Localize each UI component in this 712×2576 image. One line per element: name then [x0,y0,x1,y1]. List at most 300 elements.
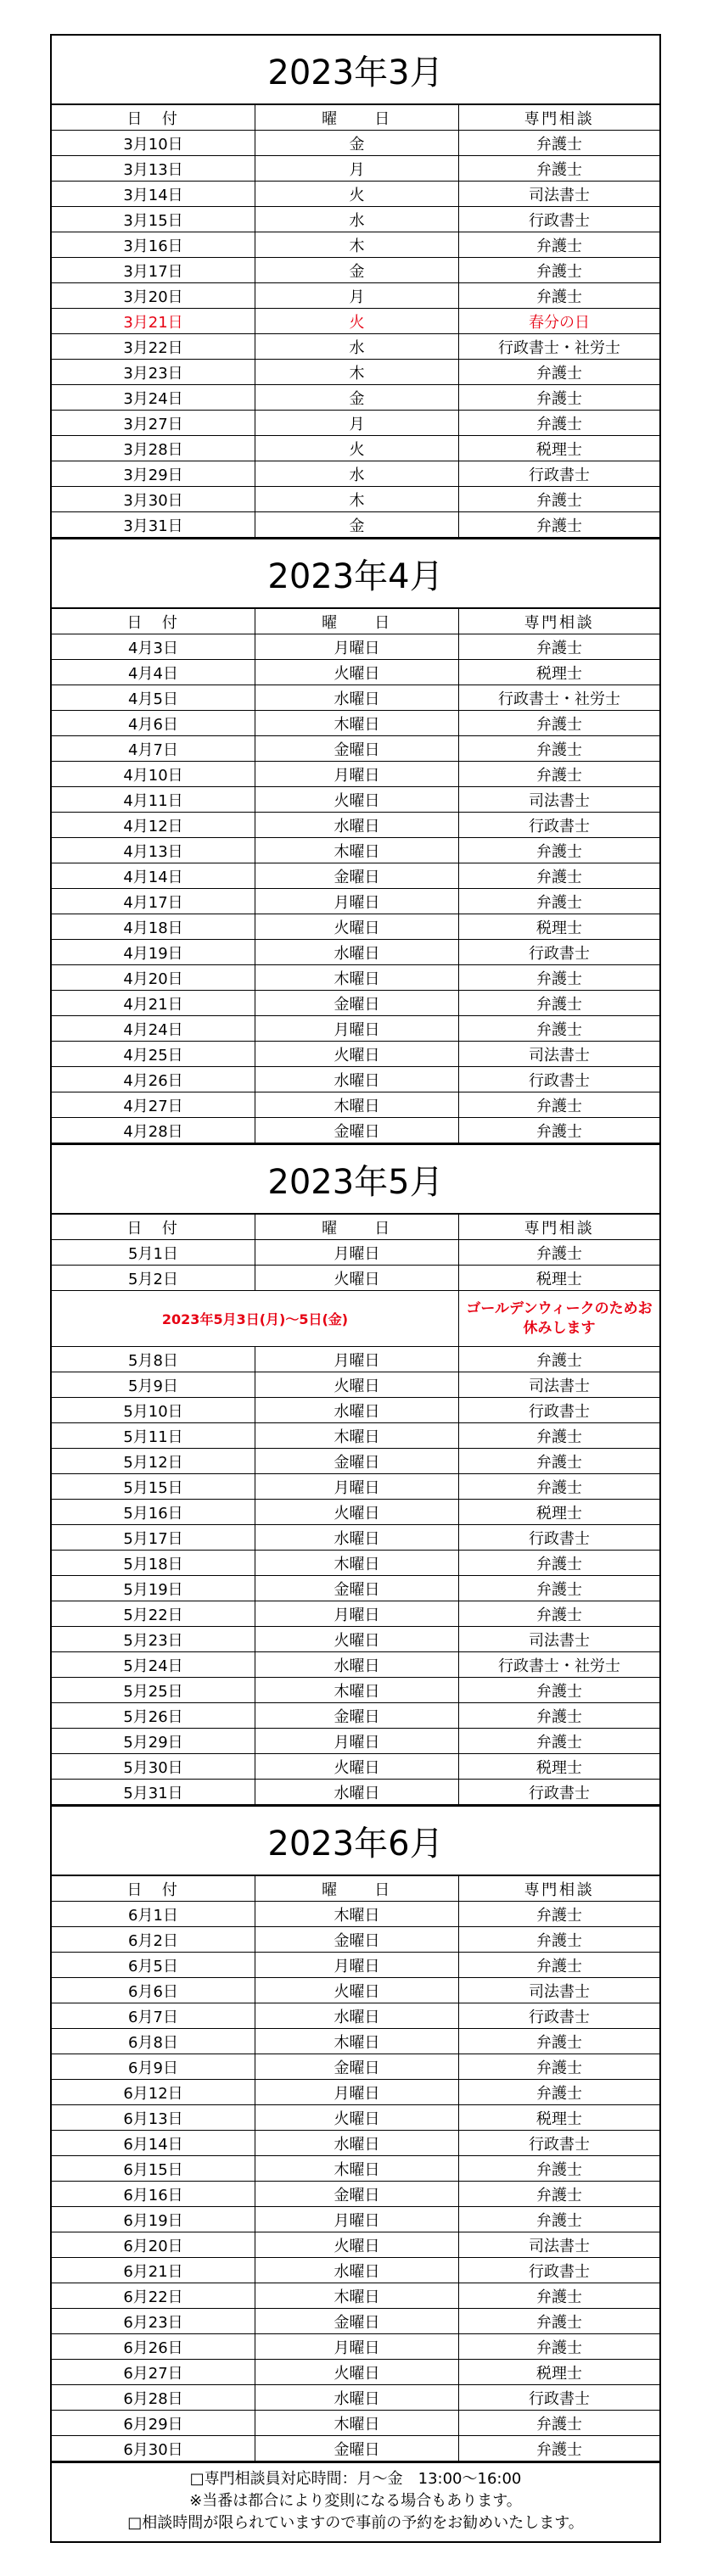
table-row [52,2182,659,2207]
table-row [52,1474,659,1500]
table-row [52,660,659,685]
table-row [52,1240,659,1266]
closure-period: 2023年5月3日(月)～5日(金) [52,1291,459,1346]
table-row [52,156,659,182]
weekday-cell: 月曜日 [255,1729,459,1753]
closure-reason: ゴールデンウィークのためお休みします [466,1300,653,1337]
table-row [52,2283,659,2309]
weekday-cell: 水曜日 [255,685,459,710]
service-cell: 弁護士 [536,893,582,912]
date-cell: 5月30日 [52,1754,255,1779]
service-cell: 弁護士 [536,415,582,433]
weekday-cell: 木曜日 [255,2029,459,2054]
table-row [52,1729,659,1754]
date-cell: 4月20日 [52,965,255,990]
header-service: 専門相談 [524,1880,595,1899]
service-cell: 弁護士 [536,1478,582,1497]
table-row [52,1067,659,1092]
date-cell: 4月11日 [52,787,255,812]
weekday-cell: 月曜日 [255,889,459,914]
date-cell: 5月29日 [52,1729,255,1753]
weekday-cell: 火曜日 [255,1978,459,2003]
weekday-cell: 火曜日 [255,1042,459,1066]
weekday-cell: 水曜日 [255,2258,459,2283]
table-row [52,914,659,940]
table-header-row [52,609,659,634]
service-cell: 税理士 [536,1270,582,1288]
weekday-cell: 木 [255,232,459,257]
service-cell: 弁護士 [536,969,582,988]
date-cell: 4月18日 [52,914,255,939]
service-cell: 税理士 [536,664,582,683]
service-cell: 弁護士 [536,262,582,281]
table-row [52,1347,659,1372]
footer-notes [52,2461,659,2541]
date-cell: 4月21日 [52,991,255,1015]
table-row [52,131,659,156]
weekday-cell: 金曜日 [255,2054,459,2079]
header-date: 日 付 [52,105,255,130]
date-cell: 5月19日 [52,1576,255,1601]
table-row [52,1266,659,1291]
service-cell: 弁護士 [536,288,582,306]
date-cell: 6月6日 [52,1978,255,2003]
date-cell: 4月5日 [52,685,255,710]
month-title: 2023年6月 [52,1805,659,1876]
date-cell: 6月20日 [52,2232,255,2257]
table-row [52,309,659,334]
table-row [52,889,659,914]
table-row [52,2360,659,2385]
table-row [52,1500,659,1525]
month-title: 2023年3月 [52,34,659,105]
service-cell: 弁護士 [536,639,582,657]
footer-note-line3: □相談時間が限られていますので事前の予約をお勧めいたします。 [127,2514,584,2532]
service-cell: 行政書士 [529,211,590,230]
date-cell: 3月31日 [52,512,255,537]
date-cell: 4月4日 [52,660,255,685]
service-cell: 税理士 [536,440,582,459]
service-cell: 行政書士 [529,944,590,963]
date-cell: 3月24日 [52,385,255,410]
date-cell: 6月12日 [52,2080,255,2104]
weekday-cell: 木曜日 [255,838,459,863]
header-weekday: 曜 日 [255,105,459,130]
weekday-cell: 月曜日 [255,2207,459,2232]
table-row [52,2411,659,2436]
table-row [52,1372,659,1398]
date-cell: 4月6日 [52,711,255,735]
service-cell: 弁護士 [536,2211,582,2230]
service-cell: 弁護士 [536,740,582,759]
date-cell: 6月13日 [52,2105,255,2130]
table-row [52,1398,659,1423]
weekday-cell: 木曜日 [255,1551,459,1575]
weekday-cell: 月曜日 [255,1016,459,1041]
service-cell: 行政書士 [529,2262,590,2281]
table-row [52,863,659,889]
table-row [52,2258,659,2283]
date-cell: 3月29日 [52,461,255,486]
service-cell: 司法書士 [529,2237,590,2255]
weekday-cell: 火曜日 [255,1266,459,1290]
service-cell: 弁護士 [536,237,582,255]
weekday-cell: 火 [255,436,459,461]
footer-note-line1: □専門相談員対応時間：月～金 13:00～16:00 [189,2470,522,2488]
service-cell: 弁護士 [536,2084,582,2103]
header-date: 日 付 [52,609,255,634]
date-cell: 5月17日 [52,1525,255,1550]
table-row [52,436,659,461]
weekday-cell: 金曜日 [255,863,459,888]
service-cell: 税理士 [536,919,582,937]
weekday-cell: 火曜日 [255,1754,459,1779]
table-row [52,813,659,838]
table-row [52,787,659,813]
table-row [52,2309,659,2334]
service-cell: 行政書士・社労士 [498,338,620,357]
service-cell: 司法書士 [529,186,590,204]
date-cell: 6月5日 [52,1953,255,1977]
weekday-cell: 水曜日 [255,940,459,964]
service-cell: 弁護士 [536,2440,582,2459]
service-cell: 司法書士 [529,1631,590,1650]
table-header-row [52,105,659,131]
table-row [52,2029,659,2054]
table-row [52,2436,659,2461]
date-cell: 6月19日 [52,2207,255,2232]
date-cell: 5月23日 [52,1627,255,1651]
weekday-cell: 月曜日 [255,1474,459,1499]
table-row [52,1092,659,1118]
weekday-cell: 火 [255,182,459,206]
service-cell: 弁護士 [536,1580,582,1599]
date-cell: 5月26日 [52,1703,255,1728]
weekday-cell: 木曜日 [255,2156,459,2181]
weekday-cell: 月曜日 [255,2334,459,2359]
service-cell: 弁護士 [536,1351,582,1370]
date-cell: 5月15日 [52,1474,255,1499]
service-cell: 司法書士 [529,791,590,810]
month-title: 2023年5月 [52,1143,659,1215]
date-cell: 5月2日 [52,1266,255,1290]
header-date: 日 付 [52,1215,255,1239]
service-cell: 弁護士 [536,1931,582,1950]
service-cell: 税理士 [536,2364,582,2383]
weekday-cell: 金 [255,131,459,155]
table-row [52,1927,659,1953]
service-cell: 弁護士 [536,1020,582,1039]
weekday-cell: 木 [255,487,459,511]
date-cell: 4月19日 [52,940,255,964]
service-cell: 行政書士 [529,2008,590,2026]
date-cell: 6月16日 [52,2182,255,2206]
table-row [52,461,659,487]
table-row [52,2080,659,2105]
date-cell: 6月26日 [52,2334,255,2359]
service-cell: 行政書士 [529,817,590,835]
date-cell: 5月24日 [52,1652,255,1677]
date-cell: 3月17日 [52,258,255,282]
date-cell: 6月9日 [52,2054,255,2079]
weekday-cell: 火曜日 [255,2105,459,2130]
weekday-cell: 木曜日 [255,2283,459,2308]
header-date: 日 付 [52,1876,255,1901]
service-cell: 税理士 [536,2109,582,2128]
service-cell: 行政書士 [529,466,590,484]
month-title: 2023年4月 [52,538,659,609]
header-weekday: 曜 日 [255,609,459,634]
table-header-row [52,1876,659,1902]
service-cell: 弁護士 [536,1122,582,1141]
weekday-cell: 水曜日 [255,2131,459,2155]
weekday-cell: 水曜日 [255,1525,459,1550]
date-cell: 5月1日 [52,1240,255,1265]
date-cell: 6月22日 [52,2283,255,2308]
service-cell: 行政書士・社労士 [498,1657,620,1675]
date-cell: 5月8日 [52,1347,255,1372]
table-row [52,2156,659,2182]
weekday-cell: 木曜日 [255,1092,459,1117]
table-row [52,1780,659,1805]
weekday-cell: 木曜日 [255,1423,459,1448]
date-cell: 3月28日 [52,436,255,461]
weekday-cell: 月曜日 [255,1601,459,1626]
weekday-cell: 金曜日 [255,736,459,761]
service-cell: 行政書士 [529,1402,590,1421]
weekday-cell: 金曜日 [255,1703,459,1728]
service-cell: 春分の日 [529,313,590,332]
table-row [52,232,659,258]
service-cell: 弁護士 [536,1682,582,1701]
weekday-cell: 金曜日 [255,1449,459,1473]
weekday-cell: 水 [255,461,459,486]
header-service: 専門相談 [524,1219,595,1238]
table-row [52,2054,659,2080]
table-row [52,1449,659,1474]
table-header-row [52,1215,659,1240]
table-row [52,940,659,965]
weekday-cell: 水曜日 [255,813,459,837]
table-row [52,487,659,512]
service-cell: 行政書士 [529,1529,590,1548]
date-cell: 3月23日 [52,360,255,384]
service-cell: 弁護士 [536,2033,582,2052]
table-row [52,1118,659,1143]
date-cell: 3月22日 [52,334,255,359]
date-cell: 5月12日 [52,1449,255,1473]
service-cell: 弁護士 [536,1428,582,1446]
table-row [52,965,659,991]
table-row [52,1042,659,1067]
weekday-cell: 木曜日 [255,1678,459,1702]
date-cell: 4月28日 [52,1118,255,1143]
date-cell: 6月8日 [52,2029,255,2054]
weekday-cell: 月曜日 [255,1953,459,1977]
table-row [52,1627,659,1652]
date-cell: 6月29日 [52,2411,255,2435]
date-cell: 4月3日 [52,634,255,659]
weekday-cell: 水曜日 [255,2385,459,2410]
service-cell: 弁護士 [536,517,582,535]
weekday-cell: 木曜日 [255,1902,459,1926]
header-service: 専門相談 [524,109,595,128]
date-cell: 4月24日 [52,1016,255,1041]
service-cell: 弁護士 [536,2313,582,2332]
date-cell: 5月9日 [52,1372,255,1397]
footer-note-line2: ※当番は都合により変則になる場合もあります。 [189,2492,522,2510]
weekday-cell: 火曜日 [255,1500,459,1524]
weekday-cell: 金 [255,512,459,537]
service-cell: 弁護士 [536,842,582,861]
service-cell: 税理士 [536,1758,582,1777]
service-cell: 弁護士 [536,715,582,734]
date-cell: 5月10日 [52,1398,255,1422]
weekday-cell: 月 [255,283,459,308]
service-cell: 弁護士 [536,160,582,179]
date-cell: 5月11日 [52,1423,255,1448]
weekday-cell: 木 [255,360,459,384]
date-cell: 3月14日 [52,182,255,206]
weekday-cell: 火曜日 [255,787,459,812]
service-cell: 弁護士 [536,1957,582,1975]
weekday-cell: 水曜日 [255,1398,459,1422]
table-row [52,258,659,283]
service-cell: 弁護士 [536,2186,582,2204]
date-cell: 3月16日 [52,232,255,257]
date-cell: 6月15日 [52,2156,255,2181]
service-cell: 司法書士 [529,1982,590,2001]
service-cell: 弁護士 [536,1244,582,1263]
weekday-cell: 水曜日 [255,1067,459,1092]
service-cell: 弁護士 [536,1555,582,1573]
service-cell: 行政書士 [529,2389,590,2408]
date-cell: 3月21日 [52,309,255,333]
weekday-cell: 水 [255,207,459,232]
table-row [52,711,659,736]
service-cell: 行政書士 [529,2135,590,2154]
weekday-cell: 木曜日 [255,711,459,735]
service-cell: 弁護士 [536,2415,582,2434]
table-row [52,2385,659,2411]
table-row [52,385,659,411]
table-row [52,207,659,232]
date-cell: 5月31日 [52,1780,255,1804]
weekday-cell: 火曜日 [255,1372,459,1397]
table-row [52,182,659,207]
service-cell: 弁護士 [536,868,582,886]
table-row [52,762,659,787]
weekday-cell: 月曜日 [255,1240,459,1265]
header-weekday: 曜 日 [255,1876,459,1901]
table-row [52,1423,659,1449]
weekday-cell: 月曜日 [255,634,459,659]
weekday-cell: 金曜日 [255,991,459,1015]
consultation-schedule [50,34,661,2543]
weekday-cell: 金曜日 [255,2182,459,2206]
date-cell: 5月22日 [52,1601,255,1626]
weekday-cell: 月曜日 [255,1347,459,1372]
weekday-cell: 月 [255,156,459,181]
date-cell: 6月2日 [52,1927,255,1952]
weekday-cell: 火曜日 [255,2232,459,2257]
date-cell: 3月20日 [52,283,255,308]
service-cell: 税理士 [536,1504,582,1523]
service-cell: 弁護士 [536,995,582,1014]
date-cell: 6月30日 [52,2436,255,2461]
weekday-cell: 金 [255,258,459,282]
weekday-cell: 木曜日 [255,965,459,990]
date-cell: 3月30日 [52,487,255,511]
table-row [52,2207,659,2232]
date-cell: 5月25日 [52,1678,255,1702]
table-row [52,685,659,711]
service-cell: 弁護士 [536,491,582,510]
table-row [52,1652,659,1678]
table-row [52,634,659,660]
weekday-cell: 木曜日 [255,2411,459,2435]
date-cell: 6月7日 [52,2003,255,2028]
table-row [52,1016,659,1042]
date-cell: 6月1日 [52,1902,255,1926]
table-row [52,2003,659,2029]
date-cell: 6月14日 [52,2131,255,2155]
date-cell: 4月27日 [52,1092,255,1117]
service-cell: 弁護士 [536,2059,582,2077]
weekday-cell: 金曜日 [255,1927,459,1952]
table-row [52,1978,659,2003]
service-cell: 弁護士 [536,135,582,154]
weekday-cell: 月曜日 [255,762,459,786]
table-row [52,512,659,538]
service-cell: 弁護士 [536,1453,582,1472]
service-cell: 弁護士 [536,1707,582,1726]
weekday-cell: 水曜日 [255,1780,459,1804]
date-cell: 5月18日 [52,1551,255,1575]
table-row [52,2334,659,2360]
service-cell: 弁護士 [536,1097,582,1115]
table-row [52,1703,659,1729]
service-cell: 行政書士 [529,1071,590,1090]
date-cell: 4月10日 [52,762,255,786]
table-row [52,360,659,385]
date-cell: 3月13日 [52,156,255,181]
table-row [52,1601,659,1627]
date-cell: 3月10日 [52,131,255,155]
weekday-cell: 金 [255,385,459,410]
service-cell: 弁護士 [536,766,582,785]
weekday-cell: 火曜日 [255,2360,459,2384]
table-row [52,334,659,360]
weekday-cell: 火曜日 [255,660,459,685]
date-cell: 4月13日 [52,838,255,863]
service-cell: 弁護士 [536,2160,582,2179]
table-row [52,1576,659,1601]
weekday-cell: 月曜日 [255,2080,459,2104]
date-cell: 6月27日 [52,2360,255,2384]
table-row [52,1953,659,1978]
date-cell: 4月12日 [52,813,255,837]
service-cell: 司法書士 [529,1046,590,1064]
table-row [52,283,659,309]
service-cell: 弁護士 [536,364,582,383]
date-cell: 3月27日 [52,411,255,435]
service-cell: 行政書士 [529,1784,590,1802]
weekday-cell: 月 [255,411,459,435]
table-row [52,1902,659,1927]
date-cell: 6月23日 [52,2309,255,2333]
table-row [52,838,659,863]
